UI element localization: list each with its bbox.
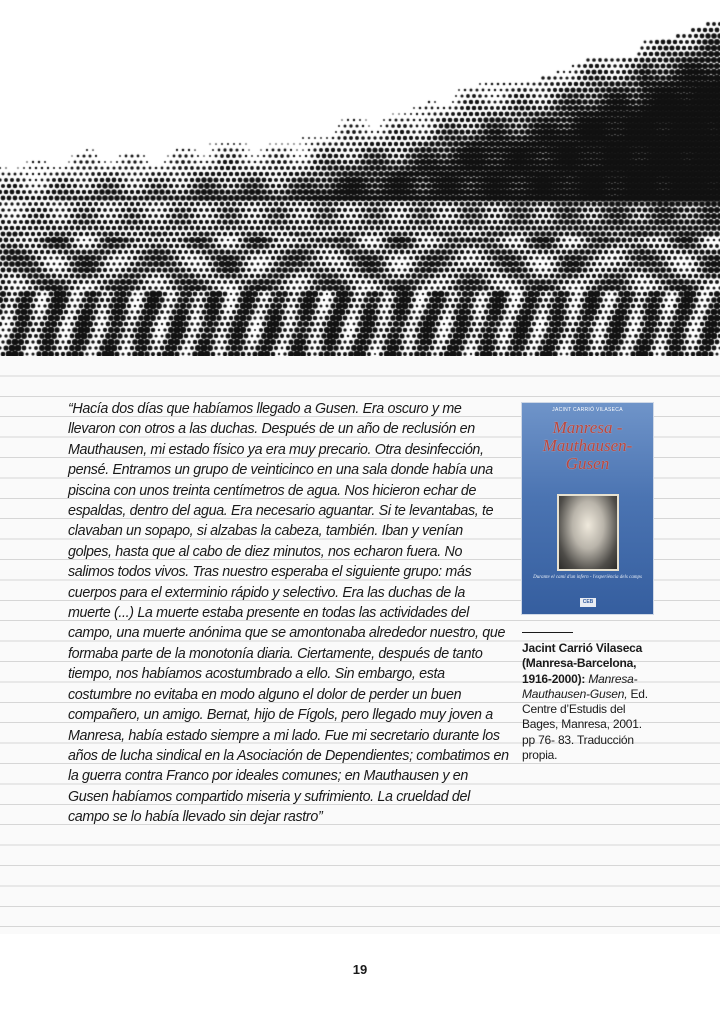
publisher-logo: CEB: [580, 598, 596, 607]
author-portrait-photo: [559, 496, 617, 569]
halftone-landscape-image: [0, 0, 720, 356]
book-cover-title: Manresa - Mauthausen- Gusen: [542, 418, 633, 473]
caption-author: Jacint Carrió Vilaseca (Manresa-Barcelona, 1916-2000):: [522, 641, 643, 686]
caption-divider: [522, 632, 573, 633]
page-number: 19: [352, 962, 368, 977]
caption-work: Manresa-Mauthausen-Gusen,: [522, 671, 638, 701]
caption-details: Ed. Centre d’Estudis del Bages, Manresa, 2001. pp 76- 83. Traducción propia.: [522, 686, 648, 763]
book-caption: [522, 641, 650, 763]
testimony-quote: “Hacía dos días que habíamos llegado a Gusen. Era oscuro y me llevaron con otros a las duchas. Después de un año de reclusión en Mauthausen, mi estado físico ya era muy precario. Otra desinfección, pensé. Entramos un grupo de veinticinco en una sala donde había una piscina con unos treinta centímetros de agua. Nos hicieron echar de espaldas, dentro del agua. Era necesario aguantar. Si te levantabas, te clavaban un sopapo, si alzabas la cabeza, también. Iban y venían golpes, hasta que al cabo de diez minutos, nos echaron fuera. No salimos todos vivos. Tras nuestro esperaba el siguiente grupo: más cuerpos para el exterminio rápido y selectivo. Era las duchas de la muerte (...) La muerte estaba presente en todas las actividades del campo, una muerte anónima que se amontonaba alrededor nuestro, que formaba parte de la monotonía diaria. Ciertamente, después de tanto tiempo, nos habíamos acostumbrado a ello. Sin embargo, esta costumbre no evitaba en modo alguno el dolor de perder un buen compañero, un amigo. Bernat, hijo de Fígols, pero llegado muy joven a Manresa, había estado siempre a mi lado. Fue mi secretario durante los años de lucha sindical en la Asociación de Dependientes; combatimos en la guerra contra Franco por ideales comunes; en Mauthausen y en Gusen habíamos compartido miseria y sufrimiento. La crueldad del campo se lo había llevado sin dejar rastro”: [68, 401, 509, 826]
book-cover-author: JACINT CARRIÓ VILASECA: [552, 407, 623, 413]
book-cover-image: [522, 403, 653, 614]
book-cover-subtitle: Durante el camí d'un infern - l'experiència dels camps: [533, 575, 642, 580]
